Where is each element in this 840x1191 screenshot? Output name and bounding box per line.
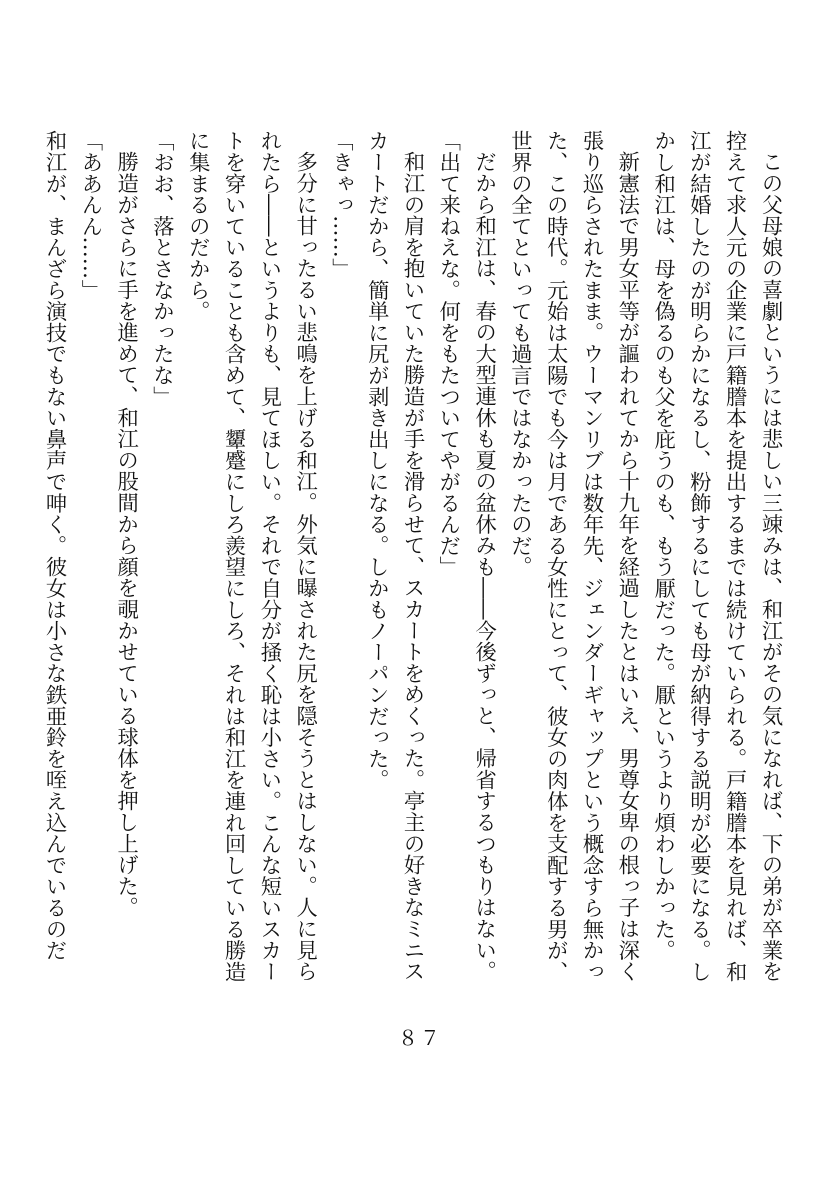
text-line: かし和江は、母を偽るのも父を庇うのも、もう厭だった。厭というより煩わしかった。 [650,130,676,961]
text-line: 江が結婚したのが明らかになるし、粉飾するにしても母が納得する説明が必要になる。し [686,130,712,982]
text-line: 控えて求人元の企業に戸籍謄本を提出するまでは続けていられる。戸籍謄本を見れば、和 [722,130,748,982]
text-line: れたら――というよりも、見てほしい。それで自分が掻く恥は小さい。こんな短いスカー [256,130,282,982]
text-line: 和江の肩を抱いていた勝造が手を滑らせて、スカートをめくった。亭主の好きなミニス [400,151,426,982]
text-line: 勝造がさらに手を進めて、和江の股間から顔を覗かせている球体を押し上げた。 [113,151,139,919]
text-line: 「おお、落とさなかったな」 [149,130,175,407]
page-number: ８７ [398,1026,442,1050]
text-line: 「きゃっ……」 [328,130,354,280]
text-line: トを穿いていることも含めて、顰蹙にしろ羨望にしろ、それは和江を連れ回している勝造 [221,130,247,982]
text-line: 世界の全てといっても過言ではなかったのだ。 [507,130,533,578]
text-line: 張り巡らされたまま。ウーマンリブは数年先、ジェンダーギャップという概念すら無かっ [579,130,605,982]
text-line: に集まるのだから。 [185,130,211,322]
text-line: 多分に甘ったるい悲鳴を上げる和江。外気に曝された尻を隠そうとはしない。人に見ら [292,151,318,982]
text-line: カートだから、簡単に尻が剥き出しになる。しかもノーパンだった。 [364,130,390,791]
text-line: 「出て来ねえな。何をもたついてやがるんだ」 [435,130,461,578]
text-line: 新憲法で男女平等が謳われてから十九年を経過したとはいえ、男尊女卑の根っ子は深く [614,151,640,982]
text-line: 和江が、まんざら演技でもない鼻声で呻く。彼女は小さな鉄亜鈴を咥え込んでいるのだ [42,130,68,961]
body-text [36,130,788,990]
text-line: この父母娘の喜劇というには悲しい三竦みは、和江がその気になれば、下の弟が卒業を [758,151,783,982]
text-line: 「ああんん……」 [77,130,103,301]
text-line: た、この時代。元始は太陽でも今は月である女性にとって、彼女の肉体を支配する男が、 [543,130,569,982]
text-line: だから和江は、春の大型連休も夏の盆休みも――今後ずっと、帰省するつもりはない。 [471,151,497,982]
